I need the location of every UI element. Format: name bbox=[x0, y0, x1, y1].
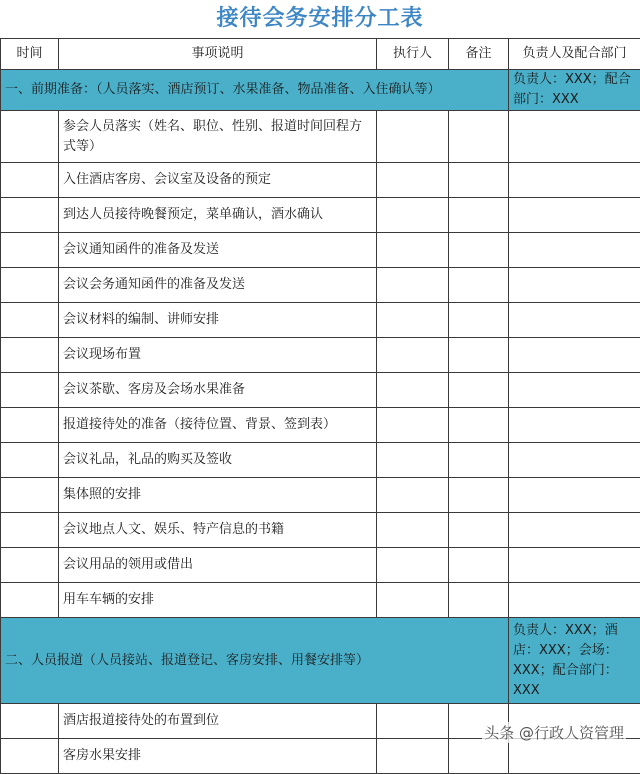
page-title: 接待会务安排分工表 bbox=[0, 0, 640, 38]
table-row bbox=[1, 338, 640, 373]
table-row bbox=[1, 198, 640, 233]
time-cell[interactable] bbox=[1, 198, 59, 233]
time-cell[interactable] bbox=[1, 408, 59, 443]
table-row bbox=[1, 233, 640, 268]
table-row bbox=[1, 373, 640, 408]
owner-cell[interactable] bbox=[509, 303, 640, 338]
note-cell[interactable] bbox=[449, 303, 509, 338]
watermark: 头条 @行政人资管理 bbox=[482, 722, 626, 743]
section-2-label: 二、人员报道（人员接站、报道登记、客房安排、用餐安排等） bbox=[1, 618, 509, 704]
owner-cell[interactable] bbox=[509, 268, 640, 303]
table-row bbox=[1, 548, 640, 583]
time-cell[interactable] bbox=[1, 548, 59, 583]
owner-cell[interactable] bbox=[509, 583, 640, 618]
note-cell[interactable] bbox=[449, 478, 509, 513]
executor-cell[interactable] bbox=[377, 478, 449, 513]
section-1-label: 一、前期准备：（人员落实、酒店预订、水果准备、物品准备、入住确认等） bbox=[1, 70, 509, 111]
owner-cell[interactable] bbox=[509, 408, 640, 443]
time-cell[interactable] bbox=[1, 704, 59, 739]
time-cell[interactable] bbox=[1, 111, 59, 163]
time-cell[interactable] bbox=[1, 268, 59, 303]
owner-cell[interactable] bbox=[509, 513, 640, 548]
note-cell[interactable] bbox=[449, 548, 509, 583]
owner-cell[interactable] bbox=[509, 739, 640, 774]
owner-cell[interactable] bbox=[509, 548, 640, 583]
note-cell[interactable] bbox=[449, 443, 509, 478]
header-note: 备注 bbox=[449, 39, 509, 70]
note-cell[interactable] bbox=[449, 583, 509, 618]
item-text: 用车车辆的安排 bbox=[59, 583, 377, 618]
owner-cell[interactable] bbox=[509, 443, 640, 478]
time-cell[interactable] bbox=[1, 373, 59, 408]
time-cell[interactable] bbox=[1, 513, 59, 548]
item-text: 会议礼品，礼品的购买及签收 bbox=[59, 443, 377, 478]
section-2-owner: 负责人：XXX；酒店：XXX；会场：XXX；配合部门：XXX bbox=[509, 618, 640, 704]
executor-cell[interactable] bbox=[377, 408, 449, 443]
item-text: 到达人员接待晚餐预定，菜单确认，酒水确认 bbox=[59, 198, 377, 233]
owner-cell[interactable] bbox=[509, 163, 640, 198]
item-text: 报道接待处的准备（接待位置、背景、签到表） bbox=[59, 408, 377, 443]
header-owner: 负责人及配合部门 bbox=[509, 39, 640, 70]
time-cell[interactable] bbox=[1, 233, 59, 268]
executor-cell[interactable] bbox=[377, 548, 449, 583]
time-cell[interactable] bbox=[1, 338, 59, 373]
table-row bbox=[1, 478, 640, 513]
time-cell[interactable] bbox=[1, 303, 59, 338]
item-text: 会议茶歇、客房及会场水果准备 bbox=[59, 373, 377, 408]
executor-cell[interactable] bbox=[377, 111, 449, 163]
time-cell[interactable] bbox=[1, 583, 59, 618]
item-text: 客房水果安排 bbox=[59, 739, 377, 774]
table-row bbox=[1, 513, 640, 548]
time-cell[interactable] bbox=[1, 739, 59, 774]
note-cell[interactable] bbox=[449, 233, 509, 268]
executor-cell[interactable] bbox=[377, 163, 449, 198]
table-row bbox=[1, 739, 640, 774]
table-header-row bbox=[1, 39, 640, 70]
note-cell[interactable] bbox=[449, 163, 509, 198]
table-row bbox=[1, 268, 640, 303]
section-1-owner: 负责人：XXX；配合部门：XXX bbox=[509, 70, 640, 111]
item-text: 会议会务通知函件的准备及发送 bbox=[59, 268, 377, 303]
schedule-table bbox=[0, 38, 640, 774]
executor-cell[interactable] bbox=[377, 513, 449, 548]
owner-cell[interactable] bbox=[509, 198, 640, 233]
note-cell[interactable] bbox=[449, 408, 509, 443]
executor-cell[interactable] bbox=[377, 373, 449, 408]
owner-cell[interactable] bbox=[509, 478, 640, 513]
time-cell[interactable] bbox=[1, 443, 59, 478]
header-executor: 执行人 bbox=[377, 39, 449, 70]
owner-cell[interactable] bbox=[509, 338, 640, 373]
section-row-1 bbox=[1, 70, 640, 111]
item-text: 会议用品的领用或借出 bbox=[59, 548, 377, 583]
section-row-2 bbox=[1, 618, 640, 704]
table-row bbox=[1, 163, 640, 198]
note-cell[interactable] bbox=[449, 111, 509, 163]
item-text: 集体照的安排 bbox=[59, 478, 377, 513]
item-text: 参会人员落实（姓名、职位、性别、报道时间回程方式等） bbox=[59, 111, 377, 163]
time-cell[interactable] bbox=[1, 478, 59, 513]
executor-cell[interactable] bbox=[377, 268, 449, 303]
note-cell[interactable] bbox=[449, 739, 509, 774]
executor-cell[interactable] bbox=[377, 338, 449, 373]
executor-cell[interactable] bbox=[377, 704, 449, 739]
executor-cell[interactable] bbox=[377, 739, 449, 774]
executor-cell[interactable] bbox=[377, 233, 449, 268]
owner-cell[interactable] bbox=[509, 373, 640, 408]
executor-cell[interactable] bbox=[377, 198, 449, 233]
time-cell[interactable] bbox=[1, 163, 59, 198]
note-cell[interactable] bbox=[449, 373, 509, 408]
executor-cell[interactable] bbox=[377, 443, 449, 478]
item-text: 会议现场布置 bbox=[59, 338, 377, 373]
note-cell[interactable] bbox=[449, 198, 509, 233]
note-cell[interactable] bbox=[449, 513, 509, 548]
note-cell[interactable] bbox=[449, 338, 509, 373]
note-cell[interactable] bbox=[449, 268, 509, 303]
executor-cell[interactable] bbox=[377, 303, 449, 338]
item-text: 酒店报道接待处的布置到位 bbox=[59, 704, 377, 739]
table-row bbox=[1, 583, 640, 618]
table-row bbox=[1, 111, 640, 163]
table-row bbox=[1, 303, 640, 338]
header-matter: 事项说明 bbox=[59, 39, 377, 70]
item-text: 入住酒店客房、会议室及设备的预定 bbox=[59, 163, 377, 198]
table-row bbox=[1, 443, 640, 478]
item-text: 会议地点人文、娱乐、特产信息的书籍 bbox=[59, 513, 377, 548]
table-row bbox=[1, 408, 640, 443]
header-time: 时间 bbox=[1, 39, 59, 70]
item-text: 会议材料的编制、讲师安排 bbox=[59, 303, 377, 338]
owner-cell[interactable] bbox=[509, 233, 640, 268]
executor-cell[interactable] bbox=[377, 583, 449, 618]
item-text: 会议通知函件的准备及发送 bbox=[59, 233, 377, 268]
owner-cell[interactable] bbox=[509, 111, 640, 163]
